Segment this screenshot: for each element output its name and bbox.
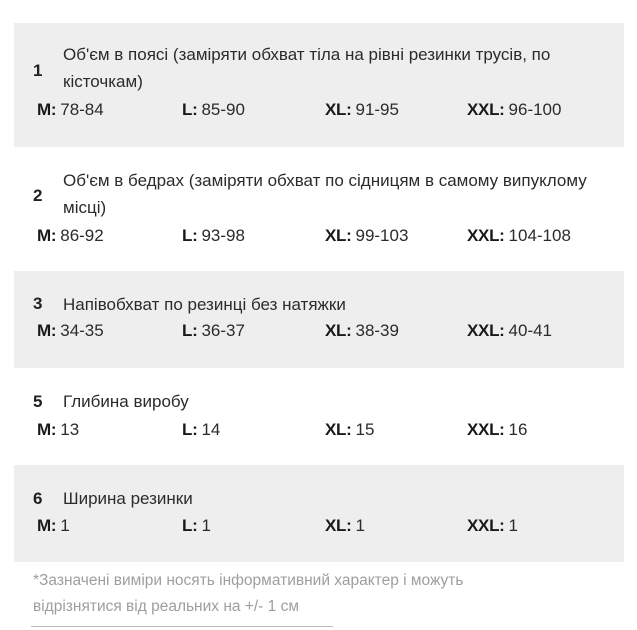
row-description: Об'єм в поясі (заміряти обхват тіла на рівні резинки трусів, по кісточкам) [63, 45, 551, 91]
measurement-disclaimer: *Зазначені виміри носять інформативний характер і можуть відрізнятися від реальних на +/- 1 см [33, 572, 464, 615]
size-values [37, 515, 617, 537]
size-xl [325, 419, 374, 441]
size-label: M: [37, 516, 57, 535]
size-value: 104-108 [508, 226, 571, 245]
size-label: XL: [325, 321, 352, 340]
size-label: L: [182, 420, 198, 439]
size-values [37, 99, 617, 121]
size-m [37, 320, 104, 342]
size-row-waist [14, 23, 624, 147]
size-value: 93-98 [201, 226, 245, 245]
size-xxl [467, 225, 571, 247]
size-label: L: [182, 321, 198, 340]
size-value: 14 [201, 420, 221, 439]
size-row-hips [14, 147, 624, 271]
row-number: 1 [33, 61, 43, 80]
size-xxl [467, 515, 518, 537]
size-value: 13 [60, 420, 80, 439]
size-value: 15 [355, 420, 375, 439]
size-label: L: [182, 516, 198, 535]
row-description: Ширина резинки [63, 489, 193, 508]
size-m [37, 419, 79, 441]
size-table [14, 23, 624, 562]
size-l [182, 320, 245, 342]
size-value: 1 [508, 516, 518, 535]
size-value: 1 [201, 516, 211, 535]
row-number: 6 [33, 489, 43, 508]
row-description: Об'єм в бедрах (заміряти обхват по сідницям в самому випуклому місці) [63, 171, 587, 217]
size-xl [325, 225, 408, 247]
size-row-half-girth [14, 271, 624, 368]
row-number: 5 [33, 392, 43, 411]
size-value: 36-37 [201, 321, 245, 340]
size-label: XXL: [467, 226, 505, 245]
size-l [182, 515, 211, 537]
size-xl [325, 99, 399, 121]
size-row-band-width [14, 465, 624, 562]
size-m [37, 99, 104, 121]
size-label: XXL: [467, 100, 505, 119]
size-label: XL: [325, 420, 352, 439]
size-values [37, 419, 617, 441]
row-number: 2 [33, 186, 43, 205]
size-label: L: [182, 226, 198, 245]
size-m [37, 225, 104, 247]
size-l [182, 99, 245, 121]
size-l [182, 225, 245, 247]
size-label: XL: [325, 100, 352, 119]
size-label: XL: [325, 226, 352, 245]
size-xxl [467, 99, 561, 121]
size-values [37, 225, 617, 247]
size-value: 78-84 [60, 100, 104, 119]
size-label: L: [182, 100, 198, 119]
size-label: XL: [325, 516, 352, 535]
size-label: XXL: [467, 420, 505, 439]
size-row-depth [14, 368, 624, 465]
size-label: M: [37, 100, 57, 119]
size-l [182, 419, 220, 441]
size-m [37, 515, 70, 537]
size-label: XXL: [467, 321, 505, 340]
size-value: 86-92 [60, 226, 104, 245]
size-label: M: [37, 321, 57, 340]
size-value: 1 [355, 516, 365, 535]
size-value: 1 [60, 516, 70, 535]
size-label: M: [37, 420, 57, 439]
size-values [37, 320, 617, 342]
row-description: Глибина виробу [63, 392, 189, 411]
size-xxl [467, 419, 527, 441]
size-xxl [467, 320, 552, 342]
row-number: 3 [33, 294, 43, 313]
size-xl [325, 320, 399, 342]
size-value: 40-41 [508, 321, 553, 340]
divider [31, 626, 333, 627]
size-value: 34-35 [60, 321, 104, 340]
size-value: 16 [508, 420, 528, 439]
size-value: 96-100 [508, 100, 562, 119]
size-value: 99-103 [355, 226, 409, 245]
row-description: Напівобхват по резинці без натяжки [63, 295, 346, 314]
size-value: 38-39 [355, 321, 399, 340]
size-label: XXL: [467, 516, 505, 535]
size-label: M: [37, 226, 57, 245]
size-value: 85-90 [201, 100, 245, 119]
size-xl [325, 515, 365, 537]
size-value: 91-95 [355, 100, 399, 119]
